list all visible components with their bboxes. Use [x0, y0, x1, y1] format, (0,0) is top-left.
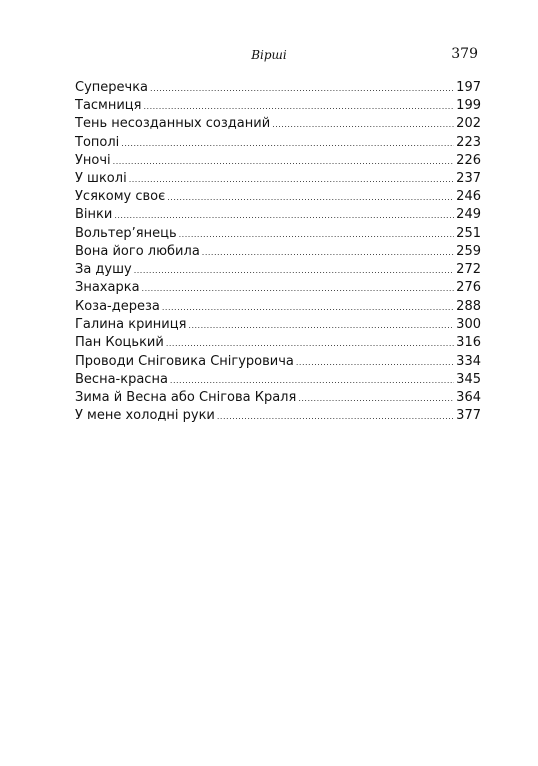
toc-entry-page: 199: [456, 98, 481, 114]
toc-entry-title: Усякому своє: [75, 189, 166, 205]
toc-dot-leader: [272, 116, 454, 134]
toc-entry-title: Весна-красна: [75, 371, 168, 387]
toc-dot-leader: [142, 280, 455, 298]
toc-entry-title: Уночі: [75, 152, 111, 168]
toc-entry: [75, 353, 481, 371]
toc-entry-title: За душу: [75, 261, 132, 277]
toc-entry-page: 246: [456, 189, 481, 205]
toc-entry: [75, 279, 481, 297]
toc-entry: [75, 188, 481, 206]
toc-entry-page: 259: [456, 243, 481, 259]
toc-entry: [75, 298, 481, 316]
toc-entry-title: Тополі: [75, 134, 120, 150]
toc-dot-leader: [162, 299, 454, 317]
toc-entry-page: 251: [456, 225, 481, 241]
toc-dot-leader: [121, 135, 454, 153]
toc-entry-title: У школі: [75, 170, 127, 186]
toc-dot-leader: [134, 262, 454, 280]
toc-entry-title: Знахарка: [75, 280, 140, 296]
toc-entry: [75, 389, 481, 407]
toc-dot-leader: [166, 335, 454, 353]
toc-entry-page: 223: [456, 134, 481, 150]
toc-entry: [75, 316, 481, 334]
toc-entry-title: Пан Коцький: [75, 335, 164, 351]
toc-entry-title: Вона його любила: [75, 243, 200, 259]
toc-dot-leader: [113, 153, 455, 171]
toc-entry: [75, 371, 481, 389]
toc-entry-title: У мене холодні руки: [75, 408, 215, 424]
toc-entry-page: 300: [456, 317, 481, 333]
toc-entry-page: 276: [456, 280, 481, 296]
toc-entry-page: 226: [456, 152, 481, 168]
toc-entry-page: 197: [456, 80, 481, 95]
toc-entry: [75, 225, 481, 243]
running-title: Вірші: [251, 48, 287, 62]
toc-entry: [75, 334, 481, 352]
toc-entry-title: Зима й Весна або Снігова Краля: [75, 389, 297, 405]
toc-entry-page: 202: [456, 116, 481, 132]
toc-entry: [75, 115, 481, 133]
toc-dot-leader: [150, 80, 454, 98]
toc-entry: [75, 407, 481, 425]
toc-entry: [75, 79, 481, 97]
toc-entry-page: 249: [456, 207, 481, 223]
toc-dot-leader: [217, 408, 454, 426]
toc-dot-leader: [170, 372, 454, 390]
toc-entry-page: 288: [456, 299, 481, 314]
toc-entry: [75, 152, 481, 170]
toc-entry-title: Суперечка: [75, 80, 149, 95]
toc-entry-title: Тень несозданных созданий: [75, 116, 271, 132]
toc-dot-leader: [188, 317, 454, 335]
toc-entry-title: Проводи Сніговика Снігуровича: [75, 353, 294, 369]
toc-entry-title: Вінки: [75, 207, 113, 223]
toc-dot-leader: [167, 189, 454, 207]
toc-entry-page: 345: [456, 371, 481, 387]
toc-group-1: [75, 79, 481, 297]
toc-dot-leader: [143, 98, 454, 116]
toc-entry-page: 334: [456, 353, 481, 369]
toc-entry: [75, 206, 481, 224]
toc-entry-page: 316: [456, 335, 481, 351]
toc-entry-title: Вольтер’янець: [75, 225, 177, 241]
toc-entry: [75, 261, 481, 279]
toc-group-2: [75, 298, 481, 425]
toc-dot-leader: [179, 226, 455, 244]
toc-entry-title: Коза-дереза: [75, 299, 160, 314]
toc-dot-leader: [298, 390, 454, 408]
toc-entry: [75, 243, 481, 261]
toc-dot-leader: [114, 207, 454, 225]
toc-entry-page: 237: [456, 170, 481, 186]
toc-dot-leader: [129, 171, 454, 189]
page-number: 379: [451, 46, 478, 62]
page-header: [0, 46, 538, 66]
toc-entry: [75, 97, 481, 115]
toc-entry: [75, 134, 481, 152]
toc-entry: [75, 170, 481, 188]
toc-dot-leader: [202, 244, 454, 262]
toc-entry-page: 364: [456, 389, 481, 405]
toc-entry-page: 377: [456, 408, 481, 424]
toc-entry-title: Галина криниця: [75, 317, 187, 333]
toc-dot-leader: [296, 354, 454, 372]
toc-entry-page: 272: [456, 261, 481, 277]
toc-entry-title: Тасмниця: [75, 98, 142, 114]
